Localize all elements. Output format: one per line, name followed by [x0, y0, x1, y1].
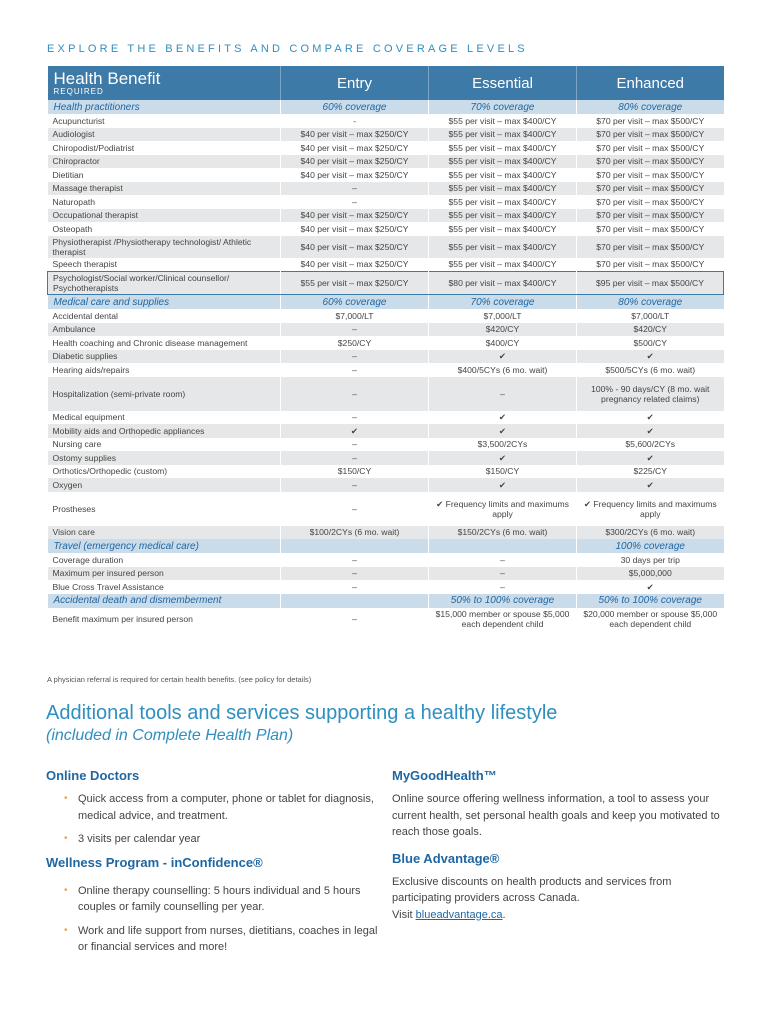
benefit-name: Osteopath	[52, 223, 93, 234]
benefit-value: -	[281, 114, 429, 128]
benefit-value: $40 per visit – max $250/CY	[281, 141, 429, 155]
benefit-value: ✔	[429, 424, 577, 438]
benefit-value: $55 per visit – max $400/CY	[429, 182, 577, 196]
benefit-name: Coverage duration	[52, 554, 124, 565]
benefit-value: $70 per visit – max $500/CY	[577, 258, 724, 272]
benefit-value: $55 per visit – max $250/CY	[281, 272, 429, 295]
benefit-value: $70 per visit – max $500/CY	[577, 209, 724, 223]
benefit-value: $40 per visit – max $250/CY	[281, 258, 429, 272]
benefit-value: $70 per visit – max $500/CY	[577, 236, 724, 258]
table-row	[48, 168, 724, 182]
benefit-value: ✔	[577, 451, 724, 465]
benefit-name: Medical equipment	[52, 412, 125, 423]
benefit-value: $55 per visit – max $400/CY	[429, 168, 577, 182]
benefit-name: Physiotherapist /Physiotherapy technologist/ Athletic therapist	[48, 236, 281, 258]
wellness-title: Wellness Program - inConfidence®	[46, 854, 263, 870]
benefit-value: –	[281, 377, 429, 411]
benefit-value: $55 per visit – max $400/CY	[429, 236, 577, 258]
section-coverage	[281, 539, 429, 553]
section-row	[48, 100, 724, 114]
section-coverage: 100% coverage	[577, 539, 724, 553]
section-coverage	[429, 539, 577, 553]
table-row	[48, 377, 724, 411]
benefit-value: $3,500/2CYs	[429, 438, 577, 452]
table-row	[48, 258, 724, 272]
section-coverage: 50% to 100% coverage	[429, 594, 577, 608]
bullet-icon: •	[64, 833, 68, 844]
list-item: • Online therapy counselling: 5 hours individual and 5 hours couples or family counselling per year.	[64, 884, 361, 913]
table-row	[48, 128, 724, 142]
section-coverage	[281, 594, 429, 608]
table-row	[48, 424, 724, 438]
table-row	[48, 114, 724, 128]
benefit-value: $150/CY	[429, 465, 577, 479]
benefit-name: Naturopath	[52, 196, 96, 207]
benefit-value: ✔ Frequency limits and maximums apply	[577, 492, 724, 526]
table-row	[48, 155, 724, 169]
benefit-value: $70 per visit – max $500/CY	[577, 222, 724, 236]
table-row	[48, 222, 724, 236]
benefit-name: Health coaching and Chronic disease management	[52, 337, 248, 348]
benefit-name: Oxygen	[48, 478, 281, 492]
benefit-value: $7,000/LT	[281, 309, 429, 323]
benefit-value: $40 per visit – max $250/CY	[281, 155, 429, 169]
benefit-value: –	[281, 350, 429, 364]
benefit-value: ✔	[577, 411, 724, 425]
list-item: • Work and life support from nurses, dietitians, coaches in legal or financial services and more!	[64, 924, 378, 953]
benefit-value: $7,000/LT	[429, 309, 577, 323]
section-row	[48, 295, 724, 310]
table-row	[48, 608, 724, 630]
tools-subtitle: (included in Complete Health Plan)	[46, 727, 294, 744]
benefit-value: $55 per visit – max $400/CY	[429, 128, 577, 142]
benefit-value: $40 per visit – max $250/CY	[281, 222, 429, 236]
footnote: A physician referral is required for certain health benefits. (see policy for details)	[47, 675, 312, 684]
table-row	[48, 526, 724, 540]
table-row	[48, 323, 724, 337]
benefit-value: $150/CY	[281, 465, 429, 479]
benefit-value: –	[281, 580, 429, 594]
section-coverage: 60% coverage	[281, 100, 429, 114]
benefit-value: $55 per visit – max $400/CY	[429, 258, 577, 272]
table-body	[48, 100, 724, 630]
benefit-value: $55 per visit – max $400/CY	[429, 114, 577, 128]
benefit-name: Audiologist	[48, 128, 281, 142]
list-item: • 3 visits per calendar year	[64, 831, 386, 848]
benefit-value: $55 per visit – max $400/CY	[429, 141, 577, 155]
benefit-value: ✔ Frequency limits and maximums apply	[429, 492, 577, 526]
table-row	[48, 553, 724, 567]
benefit-value: $70 per visit – max $500/CY	[577, 114, 724, 128]
table-row	[48, 336, 724, 350]
table-row	[48, 411, 724, 425]
benefit-value: $100/2CYs (6 mo. wait)	[281, 526, 429, 540]
page-eyebrow: EXPLORE THE BENEFITS AND COMPARE COVERAGE LEVELS	[47, 43, 528, 55]
benefit-value: $420/CY	[429, 323, 577, 337]
bullet-icon: •	[64, 884, 68, 896]
benefit-value: $70 per visit – max $500/CY	[577, 128, 724, 142]
table-row	[48, 580, 724, 594]
header-required: REQUIRED	[53, 86, 104, 96]
table-row	[48, 492, 724, 526]
benefit-value: $250/CY	[281, 336, 429, 350]
benefit-name: Benefit maximum per insured person	[52, 613, 193, 624]
benefit-name: Prostheses	[52, 503, 96, 514]
tools-right-column	[392, 768, 732, 923]
benefit-name: Diabetic supplies	[48, 350, 281, 364]
benefit-name: Orthotics/Orthopedic (custom)	[52, 466, 168, 477]
benefit-name: Hearing aids/repairs	[52, 364, 130, 375]
online-doctors-title: Online Doctors	[46, 768, 140, 783]
benefit-name: Chiropractor	[48, 155, 281, 169]
benefit-value: –	[281, 478, 429, 492]
benefit-value: –	[281, 438, 429, 452]
header-plan-essential: Essential	[429, 66, 577, 100]
table-row	[48, 438, 724, 452]
benefit-value: $40 per visit – max $250/CY	[281, 128, 429, 142]
section-coverage: 70% coverage	[429, 295, 577, 310]
benefit-name: Accidental dental	[52, 310, 118, 321]
section-coverage: 70% coverage	[429, 100, 577, 114]
tools-left-column	[46, 768, 386, 963]
section-row	[48, 594, 724, 608]
section-title: Medical care and supplies	[48, 295, 281, 310]
benefit-value: $5,000,000	[577, 567, 724, 581]
benefit-name: Psychologist/Social worker/Clinical counsellor/ Psychotherapists	[48, 272, 281, 295]
table-row	[48, 567, 724, 581]
benefit-value: $40 per visit – max $250/CY	[281, 168, 429, 182]
benefit-value: ✔	[429, 350, 577, 364]
benefit-name: Occupational therapist	[48, 209, 281, 223]
table-row	[48, 465, 724, 479]
benefit-value: –	[281, 411, 429, 425]
benefit-value: –	[281, 323, 429, 337]
table-row	[48, 272, 724, 295]
blue-advantage-text: Exclusive discounts on health products and services from participating providers across Canada. Visit blueadvantage.ca.	[392, 875, 672, 921]
benefit-name: Dietitian	[52, 169, 84, 180]
table-row	[48, 195, 724, 209]
benefit-value: $15,000 member or spouse $5,000 each dependent child	[429, 608, 577, 630]
header-health-benefit	[48, 66, 281, 100]
table-row	[48, 309, 724, 323]
benefit-value: $225/CY	[577, 465, 724, 479]
benefit-value: –	[429, 580, 577, 594]
mygoodhealth-title: MyGoodHealth™	[392, 768, 497, 783]
benefit-value: $70 per visit – max $500/CY	[577, 182, 724, 196]
benefit-value: ✔	[577, 580, 724, 594]
benefit-name: Massage therapist	[48, 182, 281, 196]
table-header-row	[48, 66, 724, 100]
table-row	[48, 182, 724, 196]
header-title: Health Benefit	[53, 68, 161, 88]
benefit-name: Hospitalization (semi-private room)	[48, 377, 281, 411]
benefit-value: $5,600/2CYs	[577, 438, 724, 452]
benefit-value: $80 per visit – max $400/CY	[429, 272, 577, 295]
benefit-value: –	[281, 567, 429, 581]
header-plan-entry: Entry	[281, 66, 429, 100]
section-row	[48, 539, 724, 553]
benefit-value: $7,000/LT	[577, 309, 724, 323]
benefit-value: ✔	[429, 411, 577, 425]
benefit-name: Chiropodist/Podiatrist	[52, 142, 135, 153]
tools-title: Additional tools and services supporting a healthy lifestyle	[46, 702, 558, 724]
benefit-value: $70 per visit – max $500/CY	[577, 155, 724, 169]
benefit-name: Ostomy supplies	[48, 451, 281, 465]
benefit-value: $20,000 member or spouse $5,000 each dependent child	[577, 608, 724, 630]
benefit-value: ✔	[281, 424, 429, 438]
table-row	[48, 209, 724, 223]
benefit-value: –	[281, 182, 429, 196]
benefit-name: Blue Cross Travel Assistance	[52, 581, 164, 592]
benefit-value: $400/CY	[429, 336, 577, 350]
benefit-value: –	[429, 567, 577, 581]
benefit-name: Speech therapist	[52, 259, 117, 270]
online-doctors-list	[46, 791, 386, 848]
benefit-value: $500/CY	[577, 336, 724, 350]
blue-advantage-link[interactable]: blueadvantage.ca	[415, 908, 503, 921]
benefit-value: $95 per visit – max $500/CY	[577, 272, 724, 295]
benefit-name: Vision care	[48, 526, 281, 540]
benefit-value: $55 per visit – max $400/CY	[429, 209, 577, 223]
table-row	[48, 478, 724, 492]
table-row	[48, 141, 724, 155]
benefit-value: 30 days per trip	[577, 553, 724, 567]
benefit-value: ✔	[429, 478, 577, 492]
benefit-name: Mobility aids and Orthopedic appliances	[48, 424, 281, 438]
wellness-list	[46, 883, 386, 956]
benefit-value: –	[281, 451, 429, 465]
benefit-value: ✔	[577, 478, 724, 492]
list-item: • Quick access from a computer, phone or tablet for diagnosis, medical advice, and treatment.	[64, 793, 374, 822]
benefit-value: ✔	[429, 451, 577, 465]
header-plan-enhanced: Enhanced	[577, 66, 724, 100]
benefit-value: $150/2CYs (6 mo. wait)	[429, 526, 577, 540]
table-row	[48, 236, 724, 258]
benefit-value: $70 per visit – max $500/CY	[577, 141, 724, 155]
benefit-value: $40 per visit – max $250/CY	[281, 236, 429, 258]
benefit-value: –	[429, 553, 577, 567]
benefit-value: $55 per visit – max $400/CY	[429, 195, 577, 209]
benefit-value: $70 per visit – max $500/CY	[577, 168, 724, 182]
section-title: Accidental death and dismemberment	[48, 594, 281, 608]
table-row	[48, 451, 724, 465]
section-coverage: 80% coverage	[577, 295, 724, 310]
benefit-value: –	[281, 195, 429, 209]
section-title: Health practitioners	[48, 100, 281, 114]
benefit-value: ✔	[577, 424, 724, 438]
benefit-value: $40 per visit – max $250/CY	[281, 209, 429, 223]
blue-advantage-title: Blue Advantage®	[392, 850, 500, 866]
bullet-icon: •	[64, 793, 68, 804]
benefit-value: $55 per visit – max $400/CY	[429, 155, 577, 169]
benefit-name: Ambulance	[48, 323, 281, 337]
table-row	[48, 350, 724, 364]
benefit-name: Acupuncturist	[52, 115, 105, 126]
section-coverage: 50% to 100% coverage	[577, 594, 724, 608]
section-coverage: 80% coverage	[577, 100, 724, 114]
table-row	[48, 363, 724, 377]
benefit-value: –	[429, 377, 577, 411]
benefit-value: $420/CY	[577, 323, 724, 337]
benefit-value: $400/5CYs (6 mo. wait)	[429, 363, 577, 377]
benefit-name: Maximum per insured person	[48, 567, 281, 581]
benefit-value: –	[281, 553, 429, 567]
benefit-value: 100% - 90 days/CY (8 mo. wait pregnancy related claims)	[577, 377, 724, 411]
benefit-value: $55 per visit – max $400/CY	[429, 222, 577, 236]
benefit-value: –	[281, 492, 429, 526]
section-title: Travel (emergency medical care)	[48, 539, 281, 553]
benefit-value: $70 per visit – max $500/CY	[577, 195, 724, 209]
benefit-value: $500/5CYs (6 mo. wait)	[577, 363, 724, 377]
benefit-value: $300/2CYs (6 mo. wait)	[577, 526, 724, 540]
benefit-name: Nursing care	[52, 439, 102, 450]
benefit-value: –	[281, 608, 429, 630]
benefit-value: –	[281, 363, 429, 377]
mygoodhealth-text: Online source offering wellness information, a tool to assess your current health, set personal health goals and keep you motivated to reach those goals.	[392, 793, 720, 838]
section-coverage: 60% coverage	[281, 295, 429, 310]
benefits-table	[47, 66, 724, 630]
bullet-icon: •	[64, 924, 68, 936]
benefit-value: ✔	[577, 350, 724, 364]
